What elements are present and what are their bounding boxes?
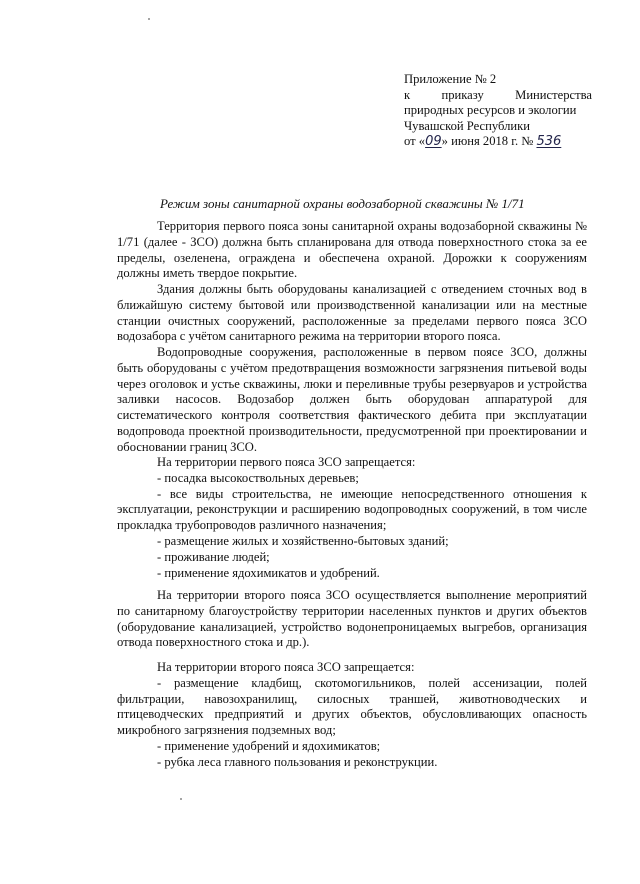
paragraph-water-facilities (117, 345, 587, 456)
republic-name-line: Чувашской Республики (404, 118, 530, 133)
paragraph-text: Территория первого пояса зоны санитарной охраны водозаборной скважины № 1/71 (далее - ЗСО) должна быть спланирована для отвода поверхностного стока за ее пределы, озеленена, ограждена и обеспечена охраной. Дорожки к сооружениям должны иметь твердое покрытие. (117, 219, 587, 281)
paragraph-text: На территории второго пояса ЗСО осуществляется выполнение мероприятий по санитарному благоустройству территории населенных пунктов и других объектов (оборудование канализацией, устройство водонепроницаемых выгребов, организация отвода поверхностного стока и др.). (117, 588, 587, 650)
ministry-name-line: природных ресурсов и экологии (404, 103, 577, 117)
order-date-line (404, 134, 592, 150)
first-belt-heading: На территории первого пояса ЗСО запрещается: (157, 455, 416, 469)
list-item: - рубка леса главного пользования и реконструкции. (157, 754, 438, 769)
date-prefix: от « (404, 134, 426, 148)
list-item: - размещение кладбищ, скотомогильников, полей ассенизации, полей фильтрации, навозохранилищ, силосных траншей, животноводческих и птицеводческих предприятий и других объектов, обусловливающих опасность микробного загрязнения подземных вод; (117, 675, 587, 738)
list-item: - применение ядохимикатов и удобрений. (157, 565, 380, 580)
first-belt-prohibitions (117, 455, 587, 581)
paragraph-text: Здания должны быть оборудованы канализацией с отведением сточных вод в ближайшую систему бытовой или производственной канализации или на местные станции очистных сооружений, расположенные за пределами первого пояса ЗСО водозабора с учётом санитарного режима на территории второго пояса. (117, 282, 587, 344)
ministry-word: Министерства (515, 87, 592, 102)
list-item: - применение удобрений и ядохимикатов; (157, 738, 381, 753)
document-title: Режим зоны санитарной охраны водозаборной скважины № 1/71 (160, 196, 525, 211)
list-item: - размещение жилых и хозяйственно-бытовых зданий; (157, 533, 449, 548)
order-reference-line (404, 88, 592, 104)
appendix-header (404, 72, 592, 150)
handwritten-order-number: 536 (536, 134, 562, 149)
paragraph-buildings-sewerage (117, 282, 587, 345)
scan-speck (180, 798, 182, 800)
scan-speck (148, 18, 150, 20)
order-ref-prefix: к (404, 87, 411, 102)
date-month-year: » июня 2018 г. № (441, 134, 534, 148)
list-item: - все виды строительства, не имеющие непосредственного отношения к эксплуатации, реконструкции и расширению водопроводных сооружений, в том числе прокладка трубопроводов различного назначения; (117, 486, 587, 533)
second-belt-prohibitions (117, 660, 587, 771)
second-belt-heading: На территории второго пояса ЗСО запрещается: (157, 660, 415, 674)
paragraph-first-belt-territory (117, 219, 587, 282)
list-item: - посадка высокоствольных деревьев; (157, 470, 359, 485)
appendix-number: Приложение № 2 (404, 72, 497, 86)
paragraph-second-belt-measures (117, 588, 587, 651)
paragraph-text: Водопроводные сооружения, расположенные в первом поясе ЗСО, должны быть оборудованы с учётом предотвращения возможности загрязнения питьевой воды через оголовок и устье скважины, люки и переливные трубы резервуаров и устройства заливки насосов. Водозабор должен быть оборудован аппаратурой для систематического контроля соответствия фактического дебита при эксплуатации водопровода проектной производительности, предусмотренной при проектировании и обосновании границ ЗСО. (117, 345, 587, 454)
handwritten-day: 09 (425, 134, 442, 149)
order-ref-word: приказу (441, 87, 484, 102)
list-item: - проживание людей; (157, 549, 270, 564)
